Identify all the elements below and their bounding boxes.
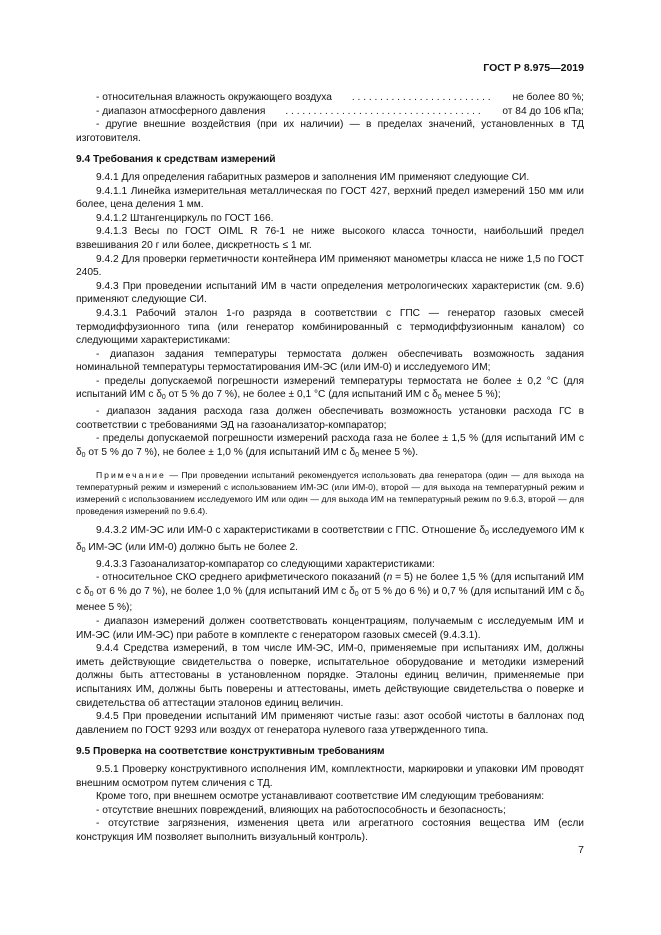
paragraph-9-4-1-1: 9.4.1.1 Линейка измерительная металлическая по ГОСТ 427, верхний предел измерений 150 мм или более, цена деления 1 мм. (76, 185, 584, 211)
paragraph-9-4-1-2: 9.4.1.2 Штангенциркуль по ГОСТ 166. (96, 212, 274, 224)
leader-dots (265, 105, 482, 119)
paragraph-additionally: Кроме того, при внешнем осмотре устанавливают соответствие ИМ следующим требованиям: (96, 791, 545, 803)
humidity-line (76, 91, 584, 105)
bullet-flow-range: - диапазон задания расхода газа должен обеспечивать возможность установки расхода ГС в соответствии с требованиями ЭД на газоанализатор-компаратор; (76, 406, 584, 431)
paragraph-9-4-1-3: 9.4.1.3 Весы по ГОСТ OIML R 76-1 не ниже высокого класса точности, наибольший предел взвешивания 20 г или более, дискретность ≤ 1 мг. (76, 226, 584, 251)
pressure-label: - диапазон атмосферного давления (96, 105, 266, 117)
bullet-temperature-range: - диапазон задания температуры термостата должен обеспечивать возможность задания номинальной температуры термостатирования ИМ-ЭС (или ИМ-0) и исследуемого ИМ; (76, 348, 584, 374)
section-9-4-heading: 9.4 Требования к средствам измерений (76, 154, 276, 166)
paragraph-9-4-5: 9.4.5 При проведении испытаний ИМ применяют чистые газы: азот особой чистоты в баллонах под давлением по ГОСТ 9293 или воздух от генератора нулевого газа утвержденного типа. (76, 711, 584, 736)
bullet-flow-error: - пределы допускаемой погрешности измерений расхода газа не более ± 1,5 % (для испытаний ИМ с $\delta_0$ от 5 % до 7 %), не более ± 1,0 % (для испытаний ИМ с $\delta_0$ менее 5 %). (76, 433, 584, 459)
bullet-temperature-error: - пределы допускаемой погрешности измерений температуры термостата не более ± 0,2 °С (для испытаний ИМ с $\delta_0$ от 5 % до 7 %), не более ± 0,1 °С (для испытаний ИМ с $\delta_0$ менее 5 %); (76, 375, 584, 402)
pressure-line (76, 105, 584, 119)
paragraph-9-5-1: 9.5.1 Проверку конструктивного исполнения ИМ, комплектности, маркировки и упаковки ИМ проводят внешним осмотром путем сличения с ТД. (76, 763, 584, 789)
paragraph-9-4-4: 9.4.4 Средства измерений, в том числе ИМ-ЭС, ИМ-0, применяемые при испытаниях ИМ, должны иметь действующие свидетельства о поверке, испытательное оборудование и методики измерений должны быть аттестованы в установленном порядке. Эталоны единиц величин, применяемые при испытаниях ИМ, должны быть поверены и аттестованы, иметь действующие свидетельства о поверке и свидетельства об аттестации эталонов единиц величин. (76, 643, 584, 709)
pressure-value: от 84 до 106 кПа; (502, 105, 584, 117)
paragraph-9-4-3: 9.4.3 При проведении испытаний ИМ в части определения метрологических характеристик (см. 9.6) применяют следующие СИ. (76, 280, 584, 306)
bullet-no-contamination: - отсутствие загрязнения, изменения цвета или агрегатного состояния вещества ИМ (если конструкция ИМ позволяет выполнить визуальный контроль). (76, 818, 584, 843)
paragraph-9-4-3-1: 9.4.3.1 Рабочий эталон 1-го разряда в соответствии с ГПС — генератор газовых смесей термодиффузионного типа (или генератор комбинированный с термодиффузионным каналом) со следующими характеристиками: (76, 307, 584, 347)
note-text: — При проведении испытаний рекомендуется использовать два генератора (один — для выхода на температурный режим и измерений с использованием ИМ-ЭС (или ИМ-0), второй — для выхода на температурный режим и измерений с использованием исследуемого ИМ или один — для выхода ИМ на температурный режим по 9.6.3, второй — для проведения измерений по 9.6.4). (76, 470, 584, 517)
page-body (76, 91, 584, 845)
note-label: Примечание (96, 470, 166, 481)
bullet-no-damage: - отсутствие внешних повреждений, влияющих на работоспособность и безопасность; (96, 804, 506, 816)
other-effects-line: - другие внешние воздействия (при их наличии) — в пределах значений, установленных в ТД изготовителя. (76, 119, 584, 144)
leader-dots (332, 91, 493, 105)
section-9-5-heading: 9.5 Проверка на соответствие конструктивным требованиям (76, 746, 385, 758)
paragraph-9-4-2: 9.4.2 Для проверки герметичности контейнера ИМ применяют манометры класса не ниже 1,5 по ГОСТ 2405. (76, 253, 584, 279)
bullet-sko: - относительное СКО среднего арифметического показаний (n = 5) не более 1,5 % (для испытаний ИМ с $\delta_0$ от 6 % до 7 %), не более 1,0 % (для испытаний ИМ с $\delta_0$ от 5 % до 6 %) и 0,7 % (для испытаний ИМ с $\delta_0$ менее 5 %); (76, 572, 584, 614)
humidity-value: не более 80 %; (512, 92, 584, 103)
page-number: 7 (578, 844, 584, 856)
document-code: ГОСТ Р 8.975—2019 (483, 62, 584, 74)
paragraph-9-4-3-3: 9.4.3.3 Газоанализатор-компаратор со следующими характеристиками: (96, 558, 435, 570)
paragraph-9-4-3-2: 9.4.3.2 ИМ-ЭС или ИМ-0 с характеристиками в соответствии с ГПС. Отношение $\delta_0$ исследуемого ИМ к $\delta_0$ ИМ-ЭС (или ИМ-0) должно быть не более 2. (76, 525, 584, 555)
humidity-label: - относительная влажность окружающего воздуха (96, 92, 332, 103)
bullet-measurement-range: - диапазон измерений должен соответствовать концентрациям, получаемым с исследуемым ИМ и ИМ-ЭС (или ИМ-ЭС) при работе в комплекте с генератором газовых смесей (9.4.3.1). (76, 616, 584, 641)
paragraph-9-4-1: 9.4.1 Для определения габаритных размеров и заполнения ИМ применяют следующие СИ. (96, 171, 530, 183)
note (76, 469, 584, 517)
